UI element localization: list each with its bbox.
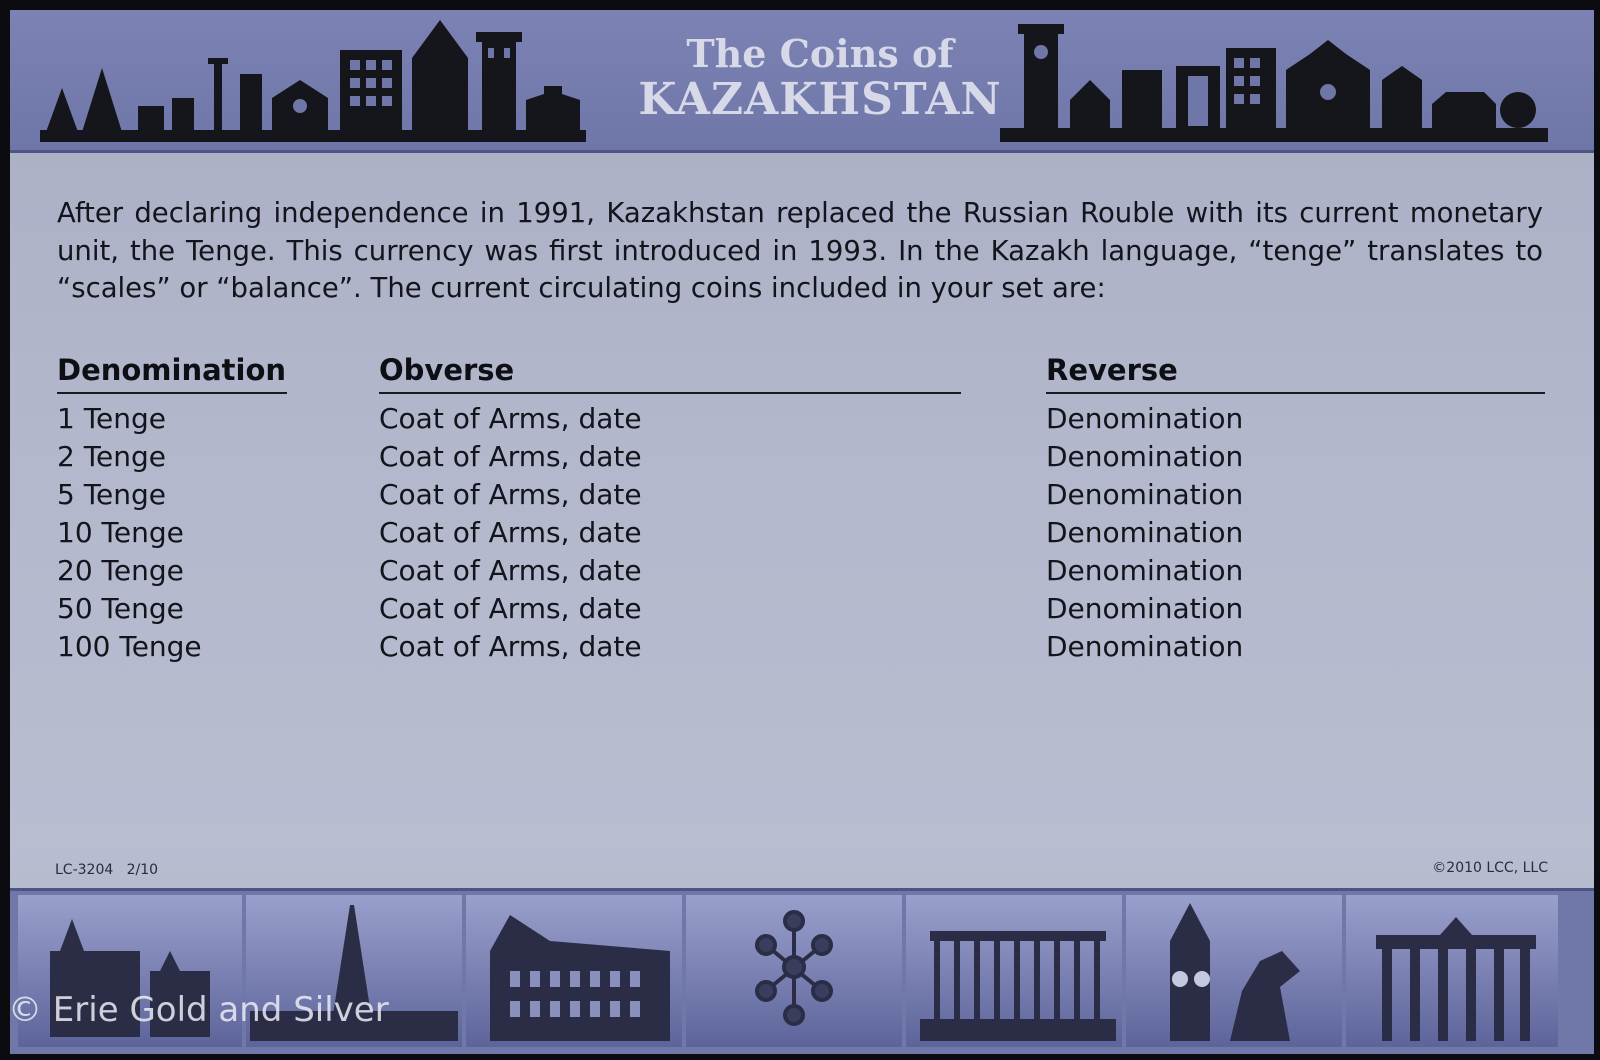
copyright-notice: ©2010 LCC, LLC (1432, 860, 1548, 876)
title-line-2: KAZAKHSTAN (638, 74, 1002, 125)
catalog-code: LC-3204 2/10 (55, 862, 159, 878)
intro-paragraph: After declaring independence in 1991, Kazakhstan replaced the Russian Rouble with its current monetary unit, the Tenge. This currency was first introduced in 1993. In the Kazakh language, “tenge” translates to “scales” or “balance”. The current circulating coins included in your set are: (57, 197, 1543, 304)
cell-reverse: Denomination (1046, 516, 1244, 549)
cell-obverse: Coat of Arms, date (379, 554, 642, 587)
header-obverse: Obverse (379, 350, 961, 394)
cell-obverse: Coat of Arms, date (379, 516, 642, 549)
cell-reverse: Denomination (1046, 554, 1244, 587)
table-row (10, 552, 1594, 590)
cell-reverse: Denomination (1046, 440, 1244, 473)
table-row (10, 400, 1594, 438)
page-title (610, 32, 1030, 124)
cell-obverse: Coat of Arms, date (379, 630, 642, 663)
header-denomination: Denomination (57, 350, 287, 394)
cell-denomination: 5 Tenge (57, 478, 167, 511)
cell-obverse: Coat of Arms, date (379, 402, 642, 435)
header-reverse: Reverse (1046, 350, 1545, 394)
cell-denomination: 20 Tenge (57, 554, 184, 587)
cell-denomination: 50 Tenge (57, 592, 184, 625)
table-row (10, 476, 1594, 514)
table-row (10, 628, 1594, 666)
table-row (10, 438, 1594, 476)
cell-reverse: Denomination (1046, 478, 1244, 511)
cell-denomination: 100 Tenge (57, 630, 202, 663)
cell-denomination: 2 Tenge (57, 440, 167, 473)
info-card (10, 10, 1594, 1054)
cell-denomination: 1 Tenge (57, 402, 167, 435)
cell-obverse: Coat of Arms, date (379, 478, 642, 511)
cell-reverse: Denomination (1046, 592, 1244, 625)
cell-reverse: Denomination (1046, 402, 1244, 435)
table-row (10, 514, 1594, 552)
cell-obverse: Coat of Arms, date (379, 592, 642, 625)
header-banner (10, 10, 1594, 153)
coin-table (10, 400, 1594, 666)
cell-denomination: 10 Tenge (57, 516, 184, 549)
cell-reverse: Denomination (1046, 630, 1244, 663)
watermark: © Erie Gold and Silver (8, 990, 389, 1030)
table-row (10, 590, 1594, 628)
cell-obverse: Coat of Arms, date (379, 440, 642, 473)
title-line-1: The Coins of (686, 31, 954, 76)
